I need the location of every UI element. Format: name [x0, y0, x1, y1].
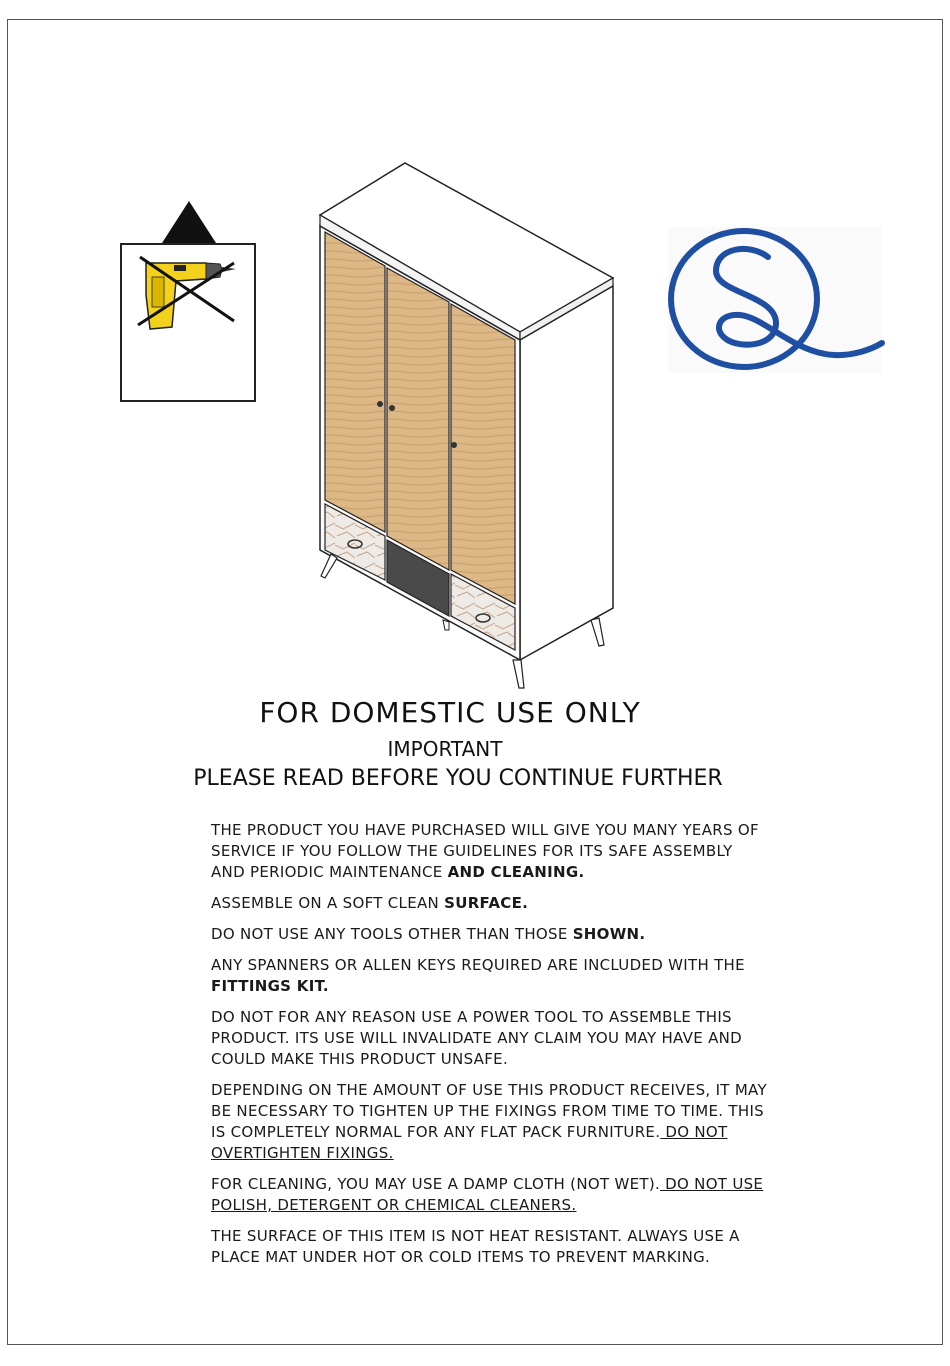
- warning-triangle-icon: [162, 201, 216, 243]
- wardrobe-illustration: [315, 160, 625, 695]
- instruction-paragraph: THE PRODUCT YOU HAVE PURCHASED WILL GIVE YOU MANY YEARS OF SERVICE IF YOU FOLLOW THE GUIDELINES FOR ITS SAFE ASSEMBLY AND PERIODIC MAINTENANCE AND CLEANING.: [211, 821, 759, 881]
- instruction-paragraph: DO NOT FOR ANY REASON USE A POWER TOOL TO ASSEMBLE THIS PRODUCT. ITS USE WILL INVALIDATE ANY CLAIM YOU MAY HAVE AND COULD MAKE THIS PRODUCT UNSAFE.: [211, 1008, 743, 1068]
- no-power-drill-icon: [136, 255, 241, 337]
- instruction-paragraph: FOR CLEANING, YOU MAY USE A DAMP CLOTH (NOT WET). DO NOT USE POLISH, DETERGENT OR CHEMICAL CLEANERS.: [211, 1175, 764, 1214]
- brand-logo-s: [664, 225, 886, 375]
- important-heading: IMPORTANT: [387, 737, 503, 761]
- instruction-paragraph: ANY SPANNERS OR ALLEN KEYS REQUIRED ARE INCLUDED WITH THE FITTINGS KIT.: [211, 956, 745, 995]
- instruction-paragraph: DEPENDING ON THE AMOUNT OF USE THIS PRODUCT RECEIVES, IT MAY BE NECESSARY TO TIGHTEN UP THE FIXINGS FROM TIME TO TIME. THIS IS COMPLETELY NORMAL FOR ANY FLAT PACK FURNITURE. DO NOT OVERTIGHTEN FIXINGS.: [211, 1081, 767, 1162]
- domestic-use-heading: FOR DOMESTIC USE ONLY: [259, 696, 641, 729]
- instruction-paragraph: THE SURFACE OF THIS ITEM IS NOT HEAT RESISTANT. ALWAYS USE A PLACE MAT UNDER HOT OR COLD ITEMS TO PREVENT MARKING.: [211, 1227, 740, 1266]
- instruction-paragraph: ASSEMBLE ON A SOFT CLEAN SURFACE.: [211, 894, 529, 912]
- instructions-list: [211, 820, 771, 1278]
- read-before-heading: PLEASE READ BEFORE YOU CONTINUE FURTHER: [193, 766, 723, 791]
- instruction-paragraph: DO NOT USE ANY TOOLS OTHER THAN THOSE SHOWN.: [211, 925, 646, 943]
